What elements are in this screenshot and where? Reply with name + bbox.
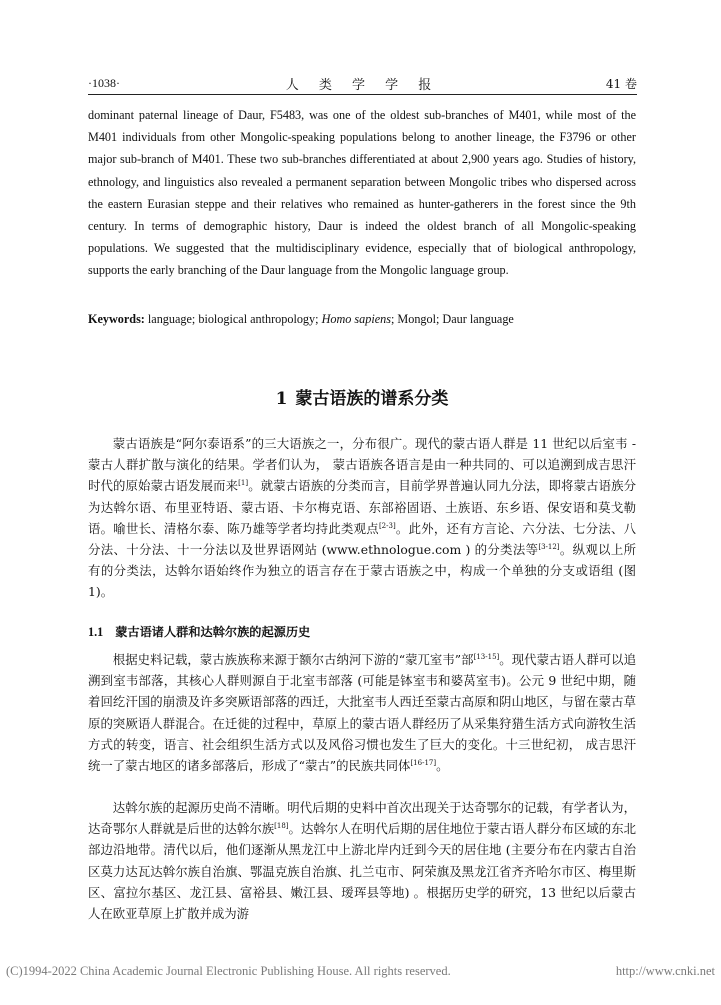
p2-text-b: 。现代蒙古语人群可以追溯到室韦部落，其核心人群则源自于北室韦部落 (可能是钵室韦和婆莴室韦)。公元 9 世纪中期，随着回纥汗国的崩溃及许多突厥语部落的西迁，大批室韦人西迁至蒙古高原和阴山地区，与留在蒙古草原的突厥语人群混合。在迁徙的过程中，草原上的蒙古语人群经历了从采集狩猎生活方式向游牧生活方式的转变，语言、社会组织生活方式以及风俗习惯也发生了巨大的变化。十三世纪初， 成吉思汗统一了蒙古地区的诸多部落后，形成了“蒙古”的民族共同体 [88,652,637,774]
keywords-italic: Homo sapiens [321,312,391,326]
keywords-label: Keywords: [88,312,145,326]
citation-13-15: [13-15] [473,653,500,661]
p1-text-d: 。纵观以上所有的分类法，达斡尔语始终作为独立的语言存在于蒙古语族之中，构成一个单独的分支或语组 (图 1)。 [88,542,636,600]
paragraph-3 [88,797,636,924]
keywords-line [88,310,636,328]
subsection-title: 蒙古语诸人群和达斡尔族的起源历史 [115,625,311,639]
p1-text-c: 。此外，还有方言论、六分法、七分法、八分法、十分法、十一分法以及世界语网站 (www.ethnologue.com ) 的分类法等 [88,520,637,558]
subsection-number: 1.1 [88,625,104,639]
volume-number: 41 卷 [605,77,637,91]
paragraph-1 [88,433,636,603]
p2-text-c: 。 [436,758,449,774]
header-rule [88,94,637,95]
keywords-part-1: language; biological anthropology; [144,312,322,326]
section-title: 蒙古语族的谱系分类 [295,389,449,409]
cnki-footer [6,964,715,979]
running-header [88,74,637,94]
subsection-heading [88,623,310,640]
english-abstract-text: dominant paternal lineage of Daur, F5483, was one of the oldest sub-branches of M401, while most of the M401 individuals from other Mongolic-speaking populations belong to another lineage, the F3796 or other major sub-branch of M401. These two sub-branches differentiated at about 2,900 years ago. Studies of history, ethnology, and linguistics also revealed a permanent separation between Mongolic tribes who dispersed across the eastern Eurasian steppe and their relatives who remained as hunter-gatherers in the forest since the 9th century. In terms of demographic history, Daur is indeed the oldest branch of all Mongolic-speaking populations. We suggested that the multidisciplinary evidence, especially that of biological anthropology, supports the early branching of the Daur language from the Mongolic language group. [88,108,636,278]
journal-name: 人 类 学 学 报 [285,78,440,93]
citation-1: [1] [238,479,249,488]
p1-text-a: 蒙古语族是“阿尔泰语系”的三大语族之一，分布很广。现代的蒙古语人群是 11 世纪以后室韦 - 蒙古人群扩散与演化的结果。学者们认为， 蒙古语族各语言是由一种共同的、可以追溯到成吉思汗时代的原始蒙古语发展而来 [88,436,636,494]
cnki-url: http://www.cnki.net [615,964,715,978]
citation-3-12: [3-12] [538,543,560,552]
citation-16-17: [16-17] [410,759,437,768]
citation-2-3: [2-3] [378,521,396,530]
p1-text-b: 。就蒙古语族的分类而言，目前学界普遍认同九分法，即将蒙古语族分为达斡尔语、布里亚特语、蒙古语、卡尔梅克语、东部裕固语、土族语、东乡语、保安语和莫戈勒语。喻世长、清格尔泰、陈乃雄等学者均持此类观点 [88,478,637,536]
p3-text-b: 。达斡尔人在明代后期的居住地位于蒙古语人群分布区域的东北部边沿地带。清代以后，他们逐渐从黑龙江中上游北岸内迁到今天的居住地 (主要分布在内蒙古自治区莫力达瓦达斡尔族自治旗、鄂温克族自治旗、扎兰屯市、阿荣旗及黑龙江省齐齐哈尔市区、梅里斯区、富拉尔基区、龙江县、富裕县、嫩江县、瑷珲县等地) 。根据历史学的研究，13 世纪以后蒙古人在欧亚草原上扩散并成为游 [88,821,637,922]
paragraph-2 [88,649,636,776]
copyright-notice: (C)1994-2022 China Academic Journal Electronic Publishing House. All rights reserved. [6,964,451,978]
p2-text-a: 根据史料记载，蒙古族族称来源于额尔古纳河下游的“蒙兀室韦”部 [112,652,474,667]
citation-18: [18] [274,822,289,831]
p3-text-a: 达斡尔族的起源历史尚不清晰。明代后期的史料中首次出现关于达奇鄂尔的记载，有学者认为，达奇鄂尔人群就是后世的达斡尔族 [88,800,636,837]
section-heading [88,384,636,409]
keywords-part-2: ; Mongol; Daur language [390,312,514,326]
section-number: 1 [275,389,288,409]
page-number: ·1038· [88,76,120,90]
